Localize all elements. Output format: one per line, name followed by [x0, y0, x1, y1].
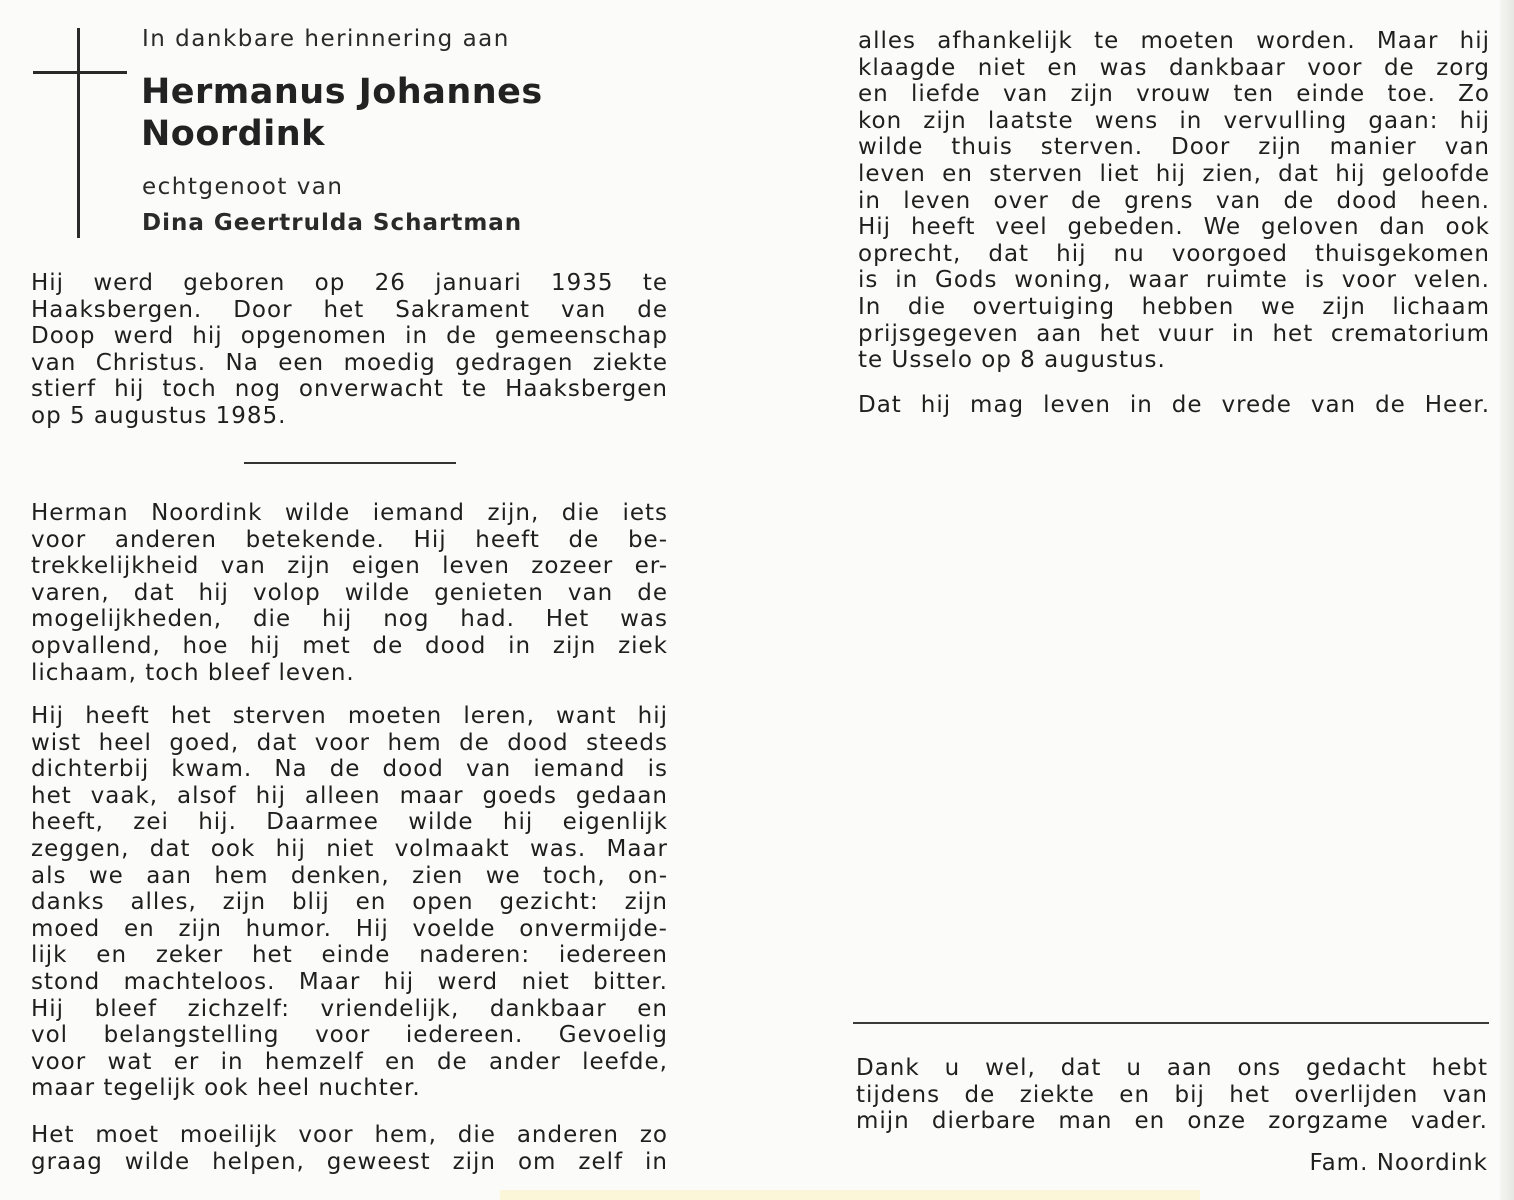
text-line: mogelijkheden, die hij nog had. Het was [31, 606, 668, 633]
text-line: Hij werd geboren op 26 januari 1935 te [31, 270, 668, 296]
text-line: moed en zijn humor. Hij voelde onvermijde- [31, 915, 668, 942]
text-line: als we aan hem denken, zien we toch, on- [31, 862, 668, 889]
text-line: In die overtuiging hebben we zijn lichaam [858, 293, 1490, 320]
text-line: wilde thuis sterven. Door zijn manier van [858, 134, 1490, 161]
text-line: graag wilde helpen, geweest zijn om zelf in [31, 1148, 668, 1175]
text-line: alles afhankelijk te moeten worden. Maar hij [858, 28, 1490, 54]
text-line: en liefde van zijn vrouw ten einde toe. Zo [858, 81, 1490, 108]
text-line: Hij heeft veel gebeden. We geloven dan ook [858, 214, 1490, 241]
text-line: trekkelijkheid van zijn eigen leven zozeer er- [31, 553, 668, 580]
scan-tint [500, 1190, 1200, 1200]
spouse-name: Dina Geertrulda Schartman [142, 210, 523, 236]
text-line: in leven over de grens van de dood heen. [858, 187, 1490, 214]
left-page [0, 0, 700, 1200]
text-line: Hij bleef zichzelf: vriendelijk, dankbaar en [31, 995, 668, 1022]
intro-text: In dankbare herinnering aan [142, 26, 510, 52]
text-line: tijdens de ziekte en bij het overlijden van [856, 1081, 1488, 1108]
text-line: dichterbij kwam. Na de dood van iemand is [31, 756, 668, 783]
text-line: Herman Noordink wilde iemand zijn, die iets [31, 500, 668, 526]
text-line: lijk en zeker het einde naderen: iedereen [31, 942, 668, 969]
paragraph-faith [858, 28, 1490, 374]
text-line: maar tegelijk ook heel nuchter. [31, 1075, 421, 1102]
text-line: klaagde niet en was dankbaar voor de zorg [858, 54, 1490, 81]
family-signature: Fam. Noordink [1309, 1150, 1488, 1176]
text-line: zeggen, dat ook hij niet volmaakt was. Maar [31, 835, 668, 862]
deceased-name-line-2: Noordink [141, 114, 325, 154]
text-line: van Christus. Na een moedig gedragen ziekte [31, 349, 668, 376]
paragraph-continued [31, 1122, 668, 1175]
text-line: wist heel goed, dat voor hem de dood steeds [31, 729, 668, 756]
text-line: varen, dat hij volop wilde genieten van de [31, 579, 668, 606]
paragraph-thanks [856, 1055, 1488, 1135]
paragraph-blessing [858, 392, 1490, 419]
text-line: stond machteloos. Maar hij werd niet bitter. [31, 968, 668, 995]
text-line: op 5 augustus 1985. [31, 402, 287, 429]
text-line: Hij heeft het sterven moeten leren, want hij [31, 703, 668, 729]
text-line: kon zijn laatste wens in vervulling gaan: hij [858, 107, 1490, 134]
text-line: stierf hij toch nog onverwacht te Haaksbergen [31, 376, 668, 403]
text-line: is in Gods woning, waar ruimte is voor velen. [858, 267, 1490, 294]
text-line: prijsgegeven aan het vuur in het crematorium [858, 320, 1490, 347]
paragraph-birth [31, 270, 668, 430]
text-line: mijn dierbare man en onze zorgzame vader. [856, 1108, 1488, 1135]
text-line: het vaak, alsof hij alleen maar goeds gedaan [31, 782, 668, 809]
text-line: Doop werd hij opgenomen in de gemeenschap [31, 323, 668, 350]
text-line: danks alles, zijn blij en open gezicht: zijn [31, 889, 668, 916]
text-line: lichaam, toch bleef leven. [31, 659, 355, 686]
text-line: vol belangstelling voor iedereen. Gevoelig [31, 1022, 668, 1049]
cross-icon-bar [33, 71, 127, 74]
text-line: voor wat er in hemzelf en de ander leefde, [31, 1048, 668, 1075]
text-line: Dank u wel, dat u aan ons gedacht hebt [856, 1055, 1488, 1081]
text-line: te Usselo op 8 augustus. [858, 347, 1166, 374]
cross-icon [77, 28, 80, 238]
scan-edge [1500, 0, 1514, 1200]
text-line: Dat hij mag leven in de vrede van de Heer. [858, 392, 1490, 418]
text-line: leven en sterven liet hij zien, dat hij geloofde [858, 160, 1490, 187]
text-line: Haaksbergen. Door het Sakrament van de [31, 296, 668, 323]
paragraph-life [31, 500, 668, 686]
text-line: oprecht, dat hij nu voorgoed thuisgekomen [858, 240, 1490, 267]
text-line: heeft, zei hij. Daarmee wilde hij eigenlijk [31, 809, 668, 836]
deceased-name-line-1: Hermanus Johannes [141, 72, 543, 112]
text-line: opvallend, hoe hij met de dood in zijn ziek [31, 632, 668, 659]
paragraph-illness [31, 703, 668, 1102]
divider [853, 1022, 1489, 1024]
divider [244, 462, 456, 464]
text-line: voor anderen betekende. Hij heeft de be- [31, 526, 668, 553]
text-line: Het moet moeilijk voor hem, die anderen zo [31, 1122, 668, 1148]
spouse-label: echtgenoot van [142, 174, 344, 200]
